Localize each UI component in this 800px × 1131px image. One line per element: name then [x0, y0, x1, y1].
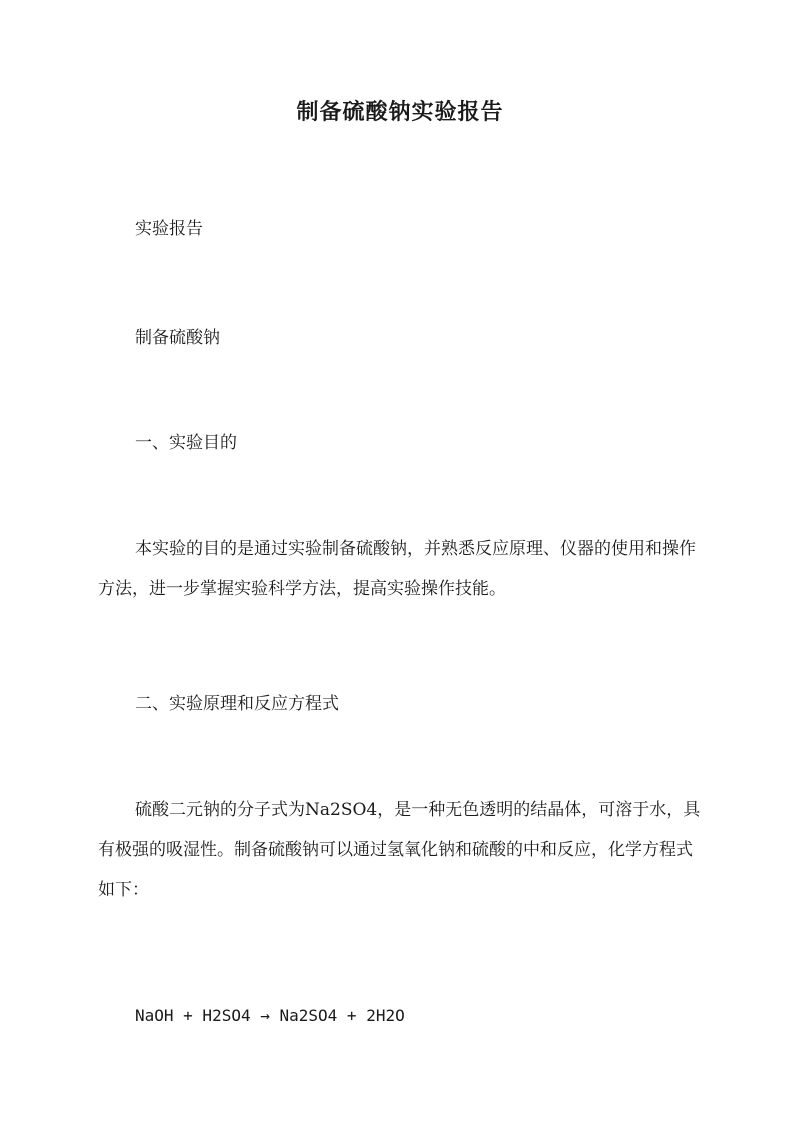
subject-line: 制备硫酸钠 — [135, 328, 220, 348]
section-heading-purpose: 一、实验目的 — [135, 433, 237, 453]
paragraph-principle: 硫酸二元钠的分子式为Na2SO4，是一种无色透明的结晶体，可溶于水，具有极强的吸湿性。制备硫酸钠可以通过氢氧化钠和硫酸的中和反应，化学方程式如下： — [98, 800, 701, 900]
report-label: 实验报告 — [135, 219, 203, 239]
section-heading-principle: 二、实验原理和反应方程式 — [135, 694, 339, 714]
document-title: 制备硫酸钠实验报告 — [296, 99, 504, 125]
paragraph-purpose: 本实验的目的是通过实验制备硫酸钠，并熟悉反应原理、仪器的使用和操作方法，进一步掌握实验科学方法，提高实验操作技能。 — [98, 539, 696, 599]
chemical-equation: NaOH + H2SO4 → Na2SO4 + 2H2O — [135, 1006, 405, 1025]
